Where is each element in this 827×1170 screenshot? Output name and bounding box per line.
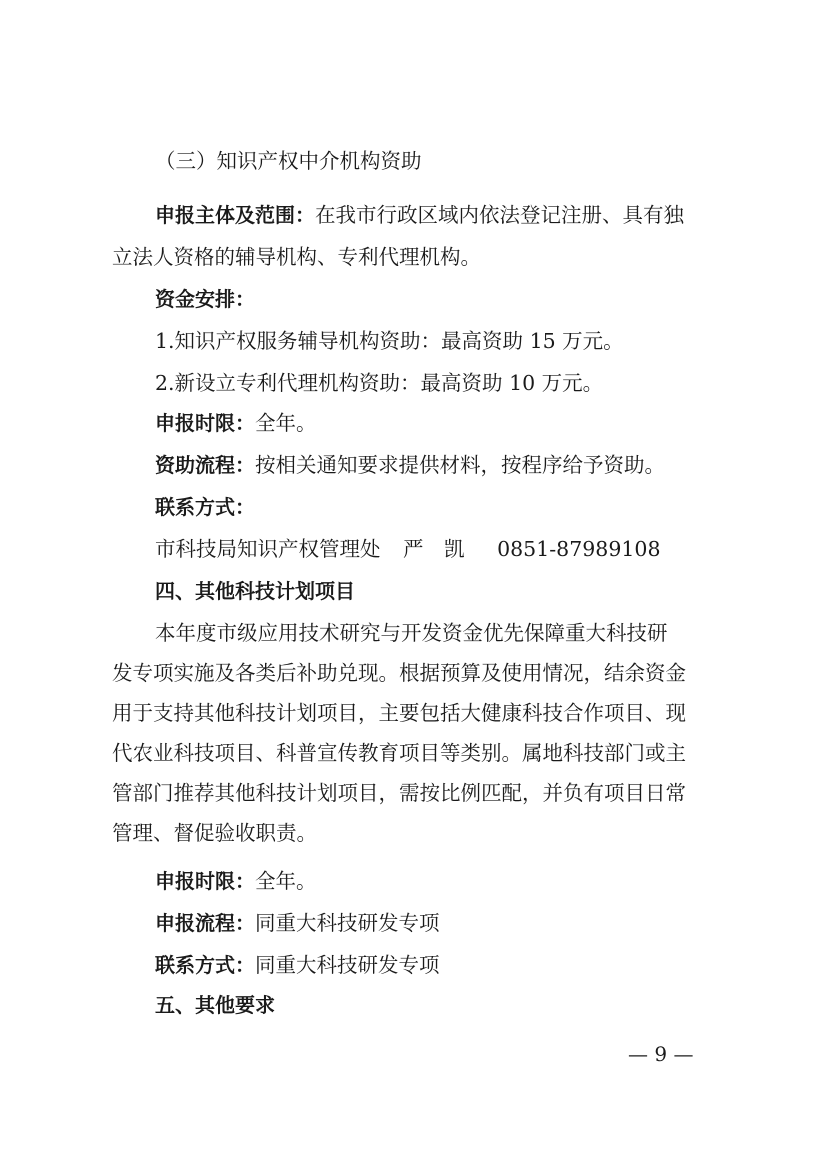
process-2 — [155, 908, 775, 938]
contact-2 — [155, 950, 775, 980]
process-2-label: 申报流程： — [155, 911, 255, 935]
contact-1-person: 严 凯 — [403, 537, 465, 561]
section-4-para-line: 本年度市级应用技术研究与开发资金优先保障重大科技研 — [155, 621, 668, 645]
deadline-1-text: 全年。 — [255, 411, 317, 435]
deadline-2-label: 申报时限： — [155, 869, 255, 893]
contact-1-line — [155, 534, 775, 564]
funding-item-2: 2.新设立专利代理机构资助：最高资助 10 万元。 — [155, 371, 604, 395]
contact-1-phone: 0851-87989108 — [497, 537, 661, 561]
scope-line-2: 立法人资格的辅导机构、专利代理机构。 — [112, 245, 481, 269]
process-1-label: 资助流程： — [155, 453, 255, 477]
scope-text-1: 在我市行政区域内依法登记注册、具有独 — [315, 203, 684, 227]
section-4-para-line: 管理、督促验收职责。 — [112, 821, 317, 845]
process-1-text: 按相关通知要求提供材料，按程序给予资助。 — [255, 453, 665, 477]
section-5-title: 五、其他要求 — [155, 993, 275, 1017]
scope-line-1 — [155, 200, 775, 230]
deadline-2 — [155, 866, 775, 896]
deadline-2-text: 全年。 — [255, 869, 317, 893]
section-4-para-line: 代农业科技项目、科普宣传教育项目等类别。属地科技部门或主 — [112, 741, 686, 765]
scope-label: 申报主体及范围： — [155, 203, 315, 227]
funding-item-1: 1.知识产权服务辅导机构资助：最高资助 15 万元。 — [155, 329, 624, 353]
section-4-para-line: 发专项实施及各类后补助兑现。根据预算及使用情况，结余资金 — [112, 661, 686, 685]
page-number: — 9 — — [628, 1042, 694, 1066]
process-1 — [155, 450, 775, 480]
deadline-1-label: 申报时限： — [155, 411, 255, 435]
funding-label: 资金安排： — [155, 287, 255, 311]
deadline-1 — [155, 408, 775, 438]
section-3-title: （三）知识产权中介机构资助 — [155, 149, 422, 173]
section-4-title: 四、其他科技计划项目 — [155, 579, 355, 603]
contact-1-label: 联系方式： — [155, 495, 255, 519]
contact-2-text: 同重大科技研发专项 — [255, 953, 440, 977]
section-4-para-line: 管部门推荐其他科技计划项目，需按比例匹配，并负有项目日常 — [112, 781, 686, 805]
contact-2-label: 联系方式： — [155, 953, 255, 977]
section-4-para-line: 用于支持其他科技计划项目，主要包括大健康科技合作项目、现 — [112, 701, 686, 725]
contact-1-dept: 市科技局知识产权管理处 — [155, 537, 381, 561]
process-2-text: 同重大科技研发专项 — [255, 911, 440, 935]
